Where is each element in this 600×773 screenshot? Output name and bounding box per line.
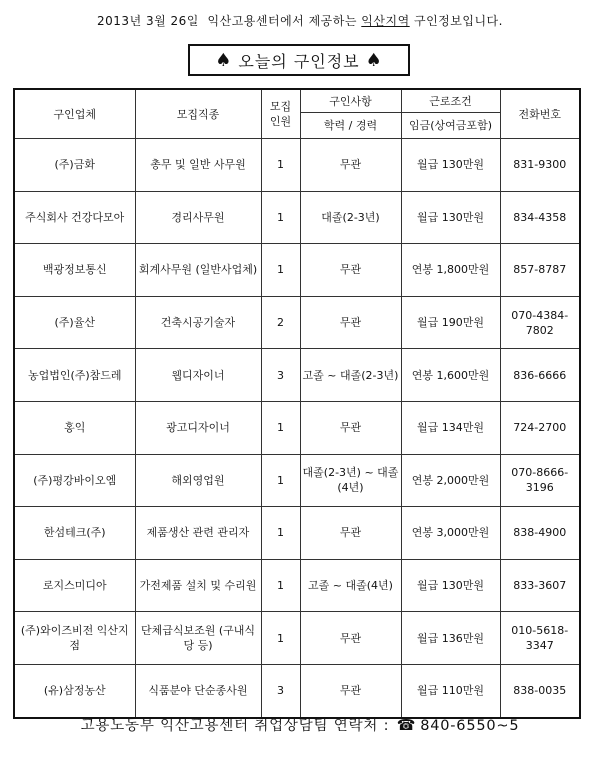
requirements-cell: 대졸(2-3년) [300,191,401,244]
wage-cell: 월급 134만원 [401,401,500,454]
position-cell: 건축시공기술자 [135,296,261,349]
position-cell: 총무 및 일반 사무원 [135,139,261,192]
wage-cell: 월급 130만원 [401,191,500,244]
phone-cell: 838-0035 [500,664,580,717]
count-cell: 2 [261,296,300,349]
phone-cell: 010-5618-3347 [500,612,580,665]
table-row [14,401,580,454]
table-row [14,191,580,244]
count-cell: 1 [261,612,300,665]
phone-cell: 724-2700 [500,401,580,454]
header-requirements-sub: 학력 / 경력 [300,113,401,139]
header-phone: 전화번호 [500,89,580,139]
position-cell: 경리사무원 [135,191,261,244]
position-cell: 단체급식보조원 (구내식당 등) [135,612,261,665]
footer-contact [0,714,600,735]
page-title-text: 오늘의 구인정보 [238,51,360,71]
table-row [14,349,580,402]
wage-cell: 월급 130만원 [401,559,500,612]
company-cell: 홍익 [14,401,135,454]
wage-cell: 연봉 1,800만원 [401,244,500,297]
position-cell: 웹디자이너 [135,349,261,402]
company-cell: (주)평강바이오엠 [14,454,135,507]
header-position: 모집직종 [135,89,261,139]
page-title [188,44,410,76]
table-row [14,612,580,665]
phone-cell: 831-9300 [500,139,580,192]
requirements-cell: 고졸 ~ 대졸(2-3년) [300,349,401,402]
requirements-cell: 무관 [300,244,401,297]
requirements-cell: 대졸(2-3년) ~ 대졸(4년) [300,454,401,507]
company-cell: 주식회사 건강다모아 [14,191,135,244]
header-requirements: 구인사항 [300,89,401,113]
header-tail: 구인정보입니다. [414,14,503,28]
position-cell: 회계사무원 (일반사업체) [135,244,261,297]
count-cell: 1 [261,454,300,507]
header-date: 2013년 3월 26일 [97,14,199,28]
wage-cell: 연봉 1,600만원 [401,349,500,402]
company-cell: 백광정보통신 [14,244,135,297]
requirements-cell: 무관 [300,296,401,349]
count-cell: 1 [261,191,300,244]
phone-cell: 834-4358 [500,191,580,244]
phone-cell: 070-4384-7802 [500,296,580,349]
phone-cell: 836-6666 [500,349,580,402]
requirements-cell: 고졸 ~ 대졸(4년) [300,559,401,612]
header-region: 익산지역 [361,14,410,28]
position-cell: 광고디자이너 [135,401,261,454]
wage-cell: 연봉 2,000만원 [401,454,500,507]
spade-icon: ♠ [365,49,383,71]
requirements-cell: 무관 [300,507,401,560]
position-cell: 식품분야 단순종사원 [135,664,261,717]
phone-cell: 838-4900 [500,507,580,560]
phone-cell: 857-8787 [500,244,580,297]
company-cell: 로지스미디아 [14,559,135,612]
header-conditions: 근로조건 [401,89,500,113]
position-cell: 제품생산 관련 관리자 [135,507,261,560]
telephone-icon: ☎ [396,716,417,734]
company-cell: (주)와이즈비전 익산지점 [14,612,135,665]
phone-cell: 833-3607 [500,559,580,612]
header-mid: 에서 제공하는 [280,14,357,28]
table-row [14,559,580,612]
header-company: 구인업체 [14,89,135,139]
count-cell: 3 [261,664,300,717]
table-row [14,454,580,507]
position-cell: 해외영업원 [135,454,261,507]
company-cell: (주)율산 [14,296,135,349]
wage-cell: 월급 110만원 [401,664,500,717]
count-cell: 1 [261,139,300,192]
position-cell: 가전제품 설치 및 수리원 [135,559,261,612]
requirements-cell: 무관 [300,664,401,717]
company-cell: 농업법인(주)참드레 [14,349,135,402]
wage-cell: 월급 190만원 [401,296,500,349]
footer-text: 고용노동부 익산고용센터 취업상담팀 연락처 : [80,718,390,734]
count-cell: 1 [261,559,300,612]
count-cell: 1 [261,507,300,560]
wage-cell: 월급 130만원 [401,139,500,192]
table-row [14,139,580,192]
spade-icon: ♠ [215,49,233,71]
requirements-cell: 무관 [300,401,401,454]
wage-cell: 월급 136만원 [401,612,500,665]
company-cell: 한섬테크(주) [14,507,135,560]
table-row [14,244,580,297]
header-conditions-sub: 임금(상여금포함) [401,113,500,139]
table-row [14,296,580,349]
header-count: 모집 인원 [261,89,300,139]
requirements-cell: 무관 [300,612,401,665]
table-row [14,664,580,717]
count-cell: 1 [261,244,300,297]
company-cell: (주)금화 [14,139,135,192]
count-cell: 1 [261,401,300,454]
company-cell: (유)삼정농산 [14,664,135,717]
requirements-cell: 무관 [300,139,401,192]
header-line [0,12,600,29]
footer-number: 840-6550~5 [420,718,520,734]
job-table [13,88,581,719]
table-row [14,507,580,560]
phone-cell: 070-8666-3196 [500,454,580,507]
wage-cell: 연봉 3,000만원 [401,507,500,560]
count-cell: 3 [261,349,300,402]
header-center: 익산고용센터 [207,14,281,28]
